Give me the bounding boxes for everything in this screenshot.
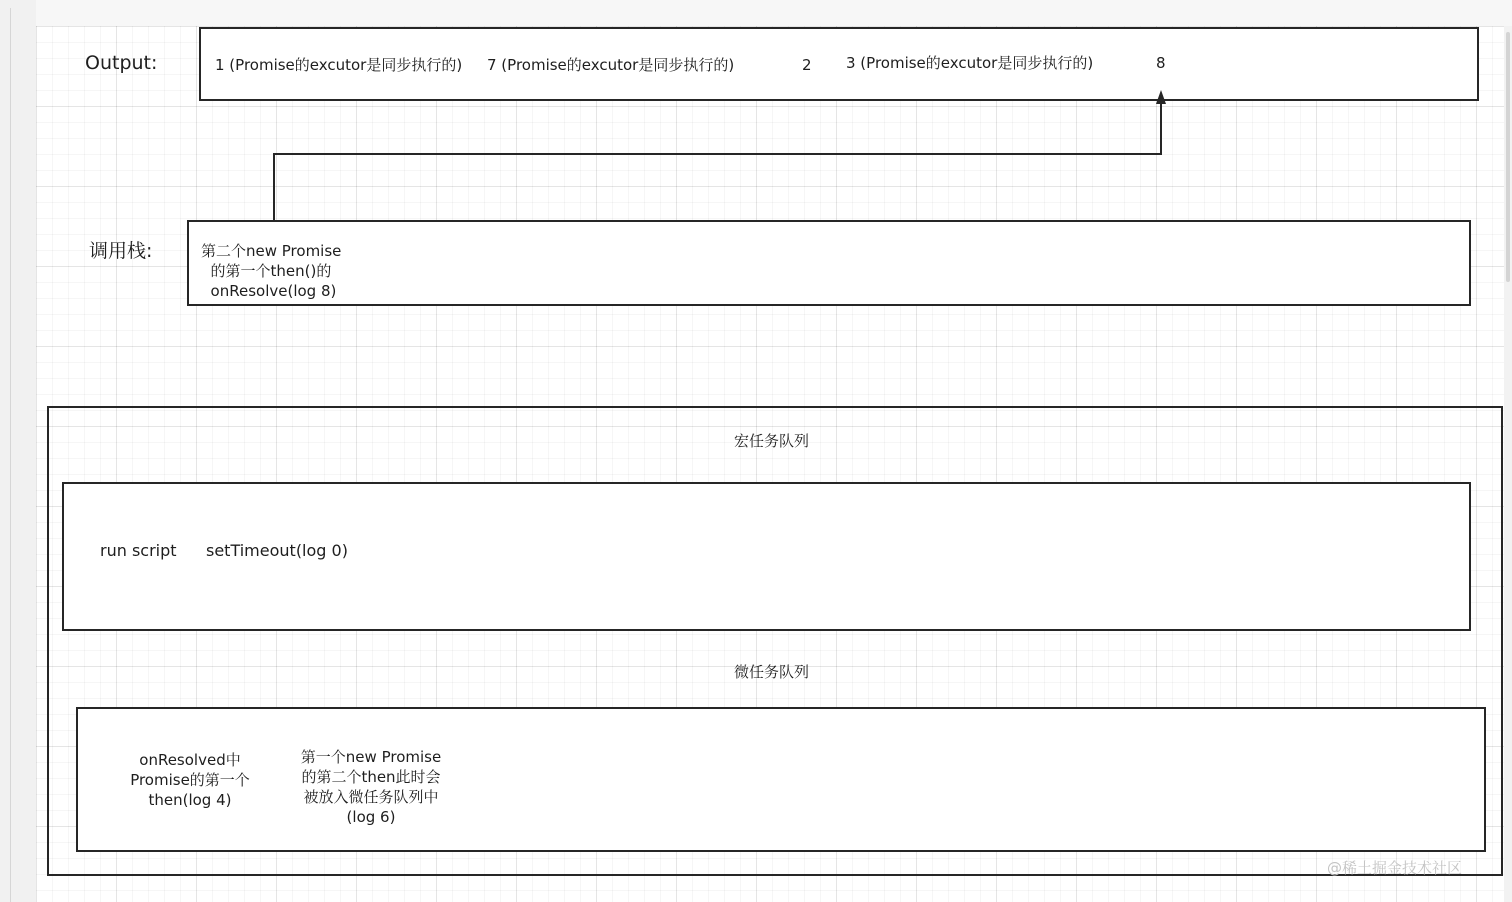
macrotask-title: 宏任务队列 (734, 432, 810, 450)
callstack-label: 调用栈: (89, 240, 153, 262)
watermark: @稀土掘金技术社区 (1327, 859, 1463, 877)
macrotask-item-1: run script (100, 541, 177, 560)
microtask-item-1: onResolved中 Promise的第一个 then(log 4) (130, 751, 250, 809)
output-item-5: 8 (1156, 54, 1166, 72)
output-label: Output: (85, 52, 158, 74)
output-item-4: 3 (Promise的excutor是同步执行的) (846, 54, 1094, 72)
microtask-item-2: 第一个new Promise 的第二个then此时会 被放入微任务队列中 (log 6) (300, 748, 442, 826)
output-item-2: 7 (Promise的excutor是同步执行的) (487, 56, 735, 74)
microtask-queue-box (76, 707, 1486, 852)
output-item-3: 2 (802, 56, 812, 74)
callstack-item: 第二个new Promise 的第一个then()的 onResolve(log 8) (201, 242, 342, 300)
microtask-title: 微任务队列 (734, 663, 810, 681)
output-item-1: 1 (Promise的excutor是同步执行的) (215, 56, 463, 74)
macrotask-item-2: setTimeout(log 0) (206, 541, 348, 560)
